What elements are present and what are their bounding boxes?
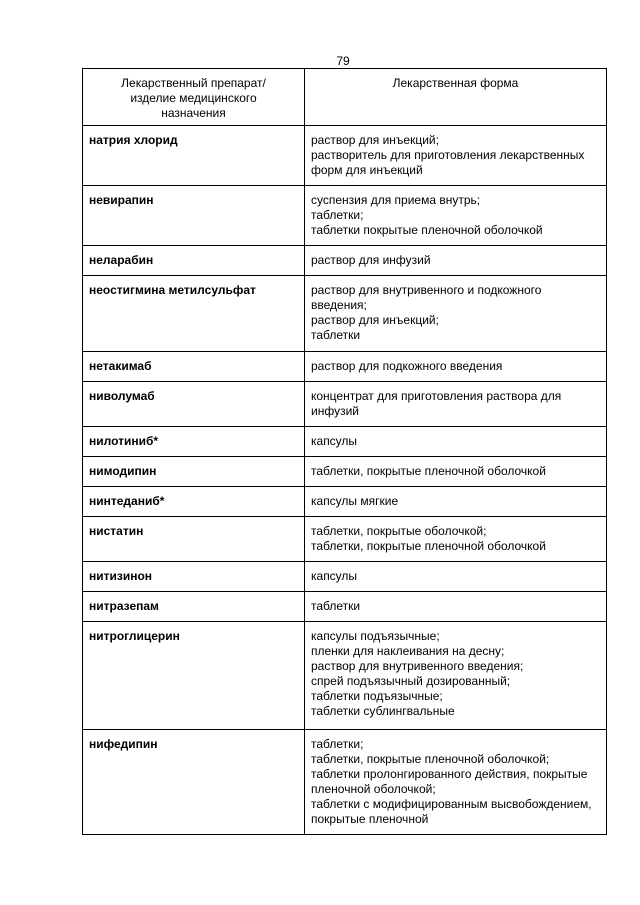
dosage-form-line: раствор для внутривенного и подкожного введения; <box>311 283 542 312</box>
table-header-row <box>83 69 607 126</box>
drug-name-cell: натрия хлорид <box>83 126 305 186</box>
table-row <box>83 427 607 457</box>
table-row <box>83 186 607 246</box>
dosage-form-line: растворитель для приготовления лекарственных форм для инъекций <box>311 148 585 177</box>
table-row <box>83 457 607 487</box>
dosage-form-line: таблетки; <box>311 208 364 222</box>
dosage-form-cell <box>305 276 607 352</box>
dosage-form-line: суспензия для приема внутрь; <box>311 193 481 207</box>
table-row <box>83 622 607 730</box>
dosage-form-line: таблетки, покрытые оболочкой; <box>311 524 487 538</box>
drug-name-cell: ниволумаб <box>83 382 305 427</box>
dosage-form-cell <box>305 622 607 730</box>
table-row <box>83 562 607 592</box>
drug-name-cell: нилотиниб* <box>83 427 305 457</box>
dosage-form-line: раствор для внутривенного введения; <box>311 659 524 673</box>
dosage-form-line: таблетки <box>311 599 361 613</box>
dosage-form-cell <box>305 352 607 382</box>
dosage-form-cell <box>305 517 607 562</box>
dosage-form-line: капсулы мягкие <box>311 494 399 508</box>
dosage-form-line: концентрат для приготовления раствора для инфузий <box>311 389 562 418</box>
table-row <box>83 517 607 562</box>
dosage-form-cell <box>305 427 607 457</box>
drug-name-cell: нетакимаб <box>83 352 305 382</box>
dosage-form-line: таблетки, покрытые пленочной оболочкой <box>311 539 546 553</box>
dosage-form-line: таблетки, покрытые пленочной оболочкой <box>311 464 546 478</box>
dosage-form-line: таблетки подъязычные; <box>311 689 443 703</box>
dosage-form-cell <box>305 382 607 427</box>
table-row <box>83 592 607 622</box>
table-row <box>83 487 607 517</box>
drug-name-cell: нимодипин <box>83 457 305 487</box>
dosage-form-line: таблетки с модифицированным высвобождением, покрытые пленочной <box>311 797 592 826</box>
dosage-form-line: таблетки покрытые пленочной оболочкой <box>311 223 543 237</box>
dosage-form-line: раствор для инъекций; <box>311 313 439 327</box>
dosage-form-line: раствор для инъекций; <box>311 133 439 147</box>
dosage-form-line: таблетки, покрытые пленочной оболочкой; <box>311 752 550 766</box>
table-row <box>83 352 607 382</box>
table-row <box>83 730 607 835</box>
header-dosage-form: Лекарственная форма <box>305 69 607 126</box>
table-row <box>83 382 607 427</box>
dosage-form-line: раствор для подкожного введения <box>311 359 503 373</box>
dosage-form-line: капсулы подъязычные; <box>311 629 440 643</box>
table-body <box>83 126 607 835</box>
dosage-form-cell <box>305 246 607 276</box>
table-row <box>83 126 607 186</box>
drug-name-cell: нифедипин <box>83 730 305 835</box>
drug-name-cell: нистатин <box>83 517 305 562</box>
drug-name-cell: нинтеданиб* <box>83 487 305 517</box>
drug-name-cell: нитизинон <box>83 562 305 592</box>
dosage-form-line: таблетки <box>311 328 361 342</box>
dosage-form-line: капсулы <box>311 569 358 583</box>
dosage-form-cell <box>305 487 607 517</box>
dosage-form-cell <box>305 592 607 622</box>
drug-name-cell: невирапин <box>83 186 305 246</box>
drug-name-cell: неостигмина метилсульфат <box>83 276 305 352</box>
dosage-form-cell <box>305 562 607 592</box>
dosage-form-cell <box>305 730 607 835</box>
table-row <box>83 276 607 352</box>
dosage-form-cell <box>305 126 607 186</box>
dosage-form-line: капсулы <box>311 434 358 448</box>
dosage-form-cell <box>305 186 607 246</box>
drug-name-cell: нитразепам <box>83 592 305 622</box>
table-row <box>83 246 607 276</box>
drug-table <box>82 68 607 835</box>
dosage-form-line: раствор для инфузий <box>311 253 431 267</box>
dosage-form-line: таблетки пролонгированного действия, покрытые пленочной оболочкой; <box>311 767 588 796</box>
dosage-form-line: спрей подъязычный дозированный; <box>311 674 511 688</box>
dosage-form-line: пленки для наклеивания на десну; <box>311 644 505 658</box>
drug-name-cell: неларабин <box>83 246 305 276</box>
page-number: 79 <box>336 54 350 68</box>
dosage-form-line: таблетки сублингвальные <box>311 704 455 718</box>
dosage-form-cell <box>305 457 607 487</box>
dosage-form-line: таблетки; <box>311 737 364 751</box>
header-drug-name: Лекарственный препарат/ изделие медицинского назначения <box>83 69 305 126</box>
drug-name-cell: нитроглицерин <box>83 622 305 730</box>
